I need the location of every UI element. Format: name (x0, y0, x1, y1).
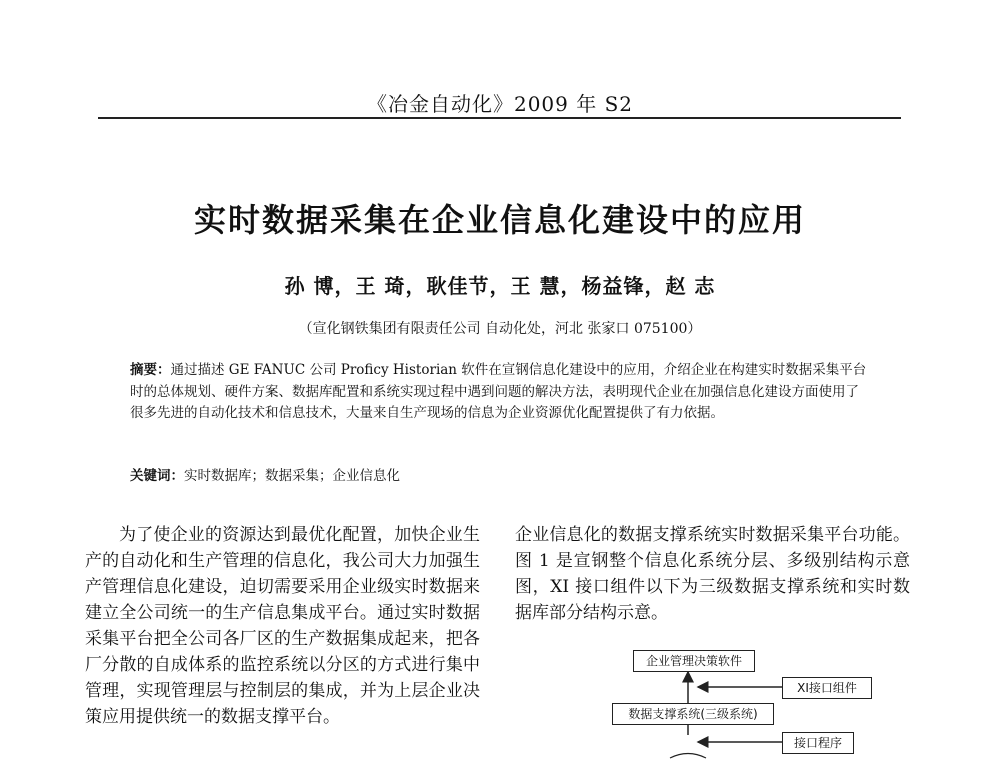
paper-authors: 孙 博，王 琦，耿佳节，王 慧，杨益锋，赵 志 (284, 274, 716, 298)
box-interface-program: 接口程序 (782, 732, 854, 754)
box-enterprise-decision-software: 企业管理决策软件 (633, 650, 755, 672)
paper-affiliation: （宣化钢铁集团有限责任公司 自动化处，河北 张家口 075100） (298, 321, 702, 337)
database-top-curve (670, 754, 706, 759)
journal-header: 《冶金自动化》2009 年 S2 (366, 92, 634, 116)
keywords-label: 关键词： (130, 468, 184, 484)
abstract (130, 360, 870, 425)
box-data-support-system: 数据支撑系统(三级系统) (612, 703, 774, 725)
header-rule (98, 117, 901, 119)
figure-1-diagram (600, 645, 900, 760)
body-right-column: 企业信息化的数据支撑系统实时数据采集平台功能。图 1 是宣钢整个信息化系统分层、多级别结构示意图，XI 接口组件以下为三级数据支撑系统和实时数据库部分结构示意。 (515, 525, 910, 623)
abstract-label: 摘要： (130, 362, 171, 378)
abstract-text: 通过描述 GE FANUC 公司 Proficy Historian 软件在宣钢信息化建设中的应用，介绍企业在构建实时数据采集平台时的总体规划、硬件方案、数据库配置和系统实现过程中遇到问题的解决方法，表明现代企业在加强信息化建设方面使用了很多先进的自动化技术和信息技术，大量来自生产现场的信息为企业资源优化配置提供了有力依据。 (130, 362, 867, 421)
box-xi-interface: XI接口组件 (782, 677, 872, 699)
keywords-text: 实时数据库；数据采集；企业信息化 (184, 468, 400, 484)
body-left-column: 为了使企业的资源达到最优化配置，加快企业生产的自动化和生产管理的信息化，我公司大力加强生产管理信息化建设，迫切需要采用企业级实时数据来建立全公司统一的生产信息集成平台。通过实时数据采集平台把全公司各厂区的生产数据集成起来，把各厂分散的自成体系的监控系统以分区的方式进行集中管理，实现管理层与控制层的集成，并为上层企业决策应用提供统一的数据支撑平台。 (85, 525, 480, 727)
keywords (130, 466, 870, 487)
paper-title: 实时数据采集在企业信息化建设中的应用 (193, 201, 806, 239)
